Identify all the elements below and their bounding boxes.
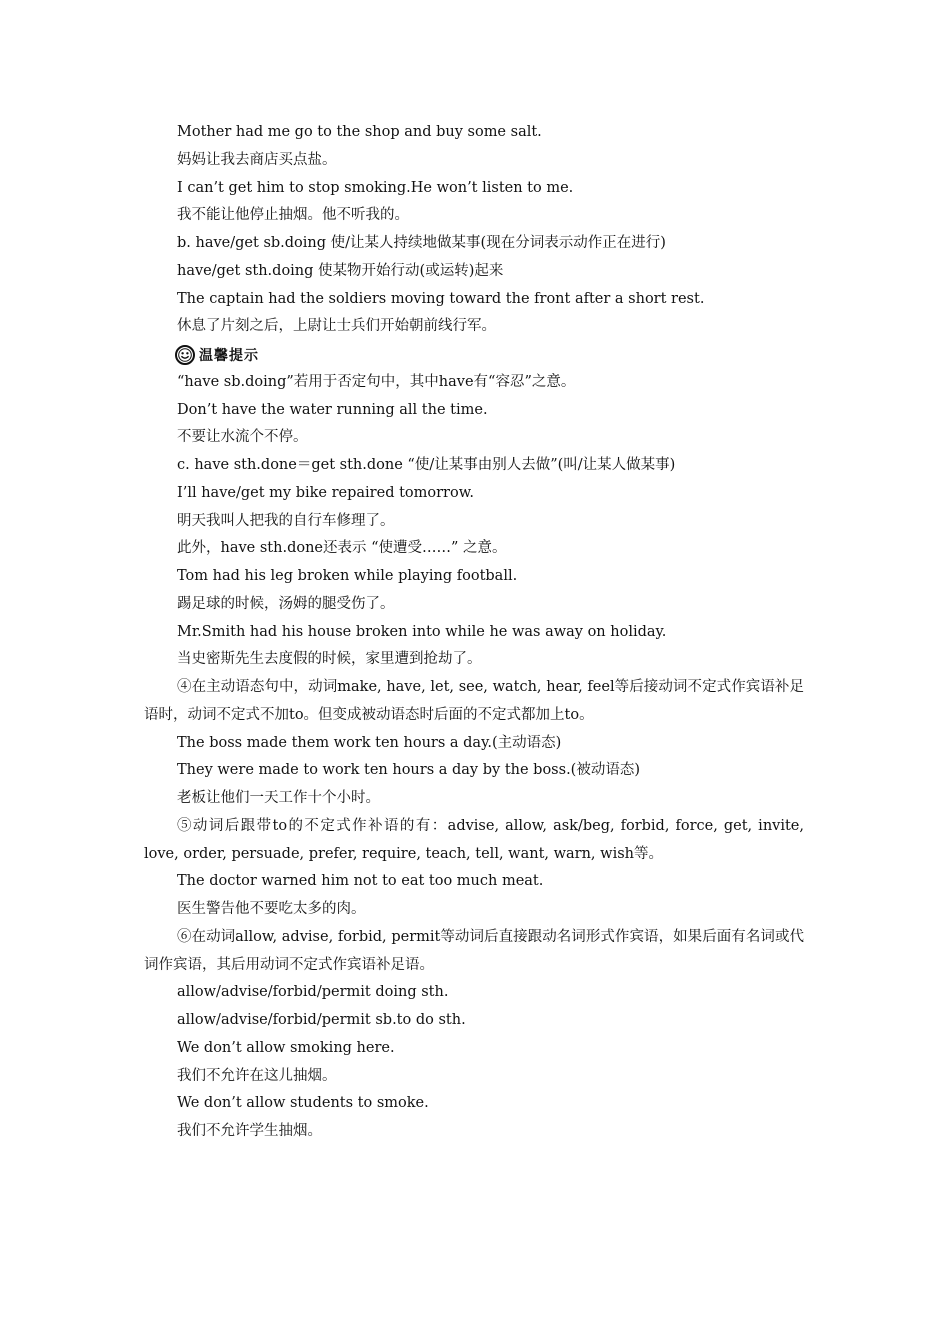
translation: 不要让水流个不停。	[177, 429, 308, 446]
translation: 我们不允许在这儿抽烟。	[177, 1067, 337, 1084]
translation: 妈妈让我去商店买点盐。	[177, 151, 337, 168]
example-sentence: Tom had his leg broken while playing football.	[177, 568, 518, 584]
tip-text: “have sb.doing”若用于否定句中，其中have有“容忍”之意。	[177, 373, 576, 390]
rule-line: allow/advise/forbid/permit doing sth.	[177, 984, 449, 1001]
example-sentence: Mother had me go to the shop and buy some salt.	[177, 124, 542, 140]
translation: 明天我叫人把我的自行车修理了。	[177, 512, 395, 529]
rule-line: have/get sth.doing 使某物开始行动(或运转)起来	[177, 262, 504, 279]
rule-heading-c: c. have sth.done＝get sth.done “使/让某事由别人去做”(叫/让某人做某事)	[177, 457, 676, 473]
example-sentence: We don’t allow students to smoke.	[177, 1095, 429, 1112]
example-sentence: I’ll have/get my bike repaired tomorrow.	[177, 484, 475, 501]
translation: 老板让他们一天工作十个小时。	[177, 790, 380, 806]
rule-line: allow/advise/forbid/permit sb.to do sth.	[177, 1012, 466, 1028]
rule-paragraph-5: ⑤动词后跟带to的不定式作补语的有：advise, allow, ask/beg, forbid, force, get, invite, love, order, persuade, prefer, require, teach, tell, want, warn, wish等。	[144, 817, 804, 862]
rule-line: 此外，have sth.done还表示 “使遭受……” 之意。	[177, 540, 507, 557]
rule-paragraph-4: ④在主动语态句中，动词make, have, let, see, watch, hear, feel等后接动词不定式作宾语补足语时，动词不定式不加to。但变成被动语态时后面的不定式都加上to。	[144, 679, 804, 723]
translation: 医生警告他不要吃太多的肉。	[177, 901, 366, 917]
translation: 休息了片刻之后，上尉让士兵们开始朝前线行军。	[177, 318, 496, 335]
rule-paragraph-6: ⑥在动词allow, advise, forbid, permit等动词后直接跟动名词形式作宾语，如果后面有名词或代词作宾语，其后用动词不定式作宾语补足语。	[144, 928, 804, 973]
tip-title: 温馨提示	[199, 347, 259, 364]
example-sentence: The doctor warned him not to eat too much meat.	[177, 873, 544, 890]
example-sentence: Mr.Smith had his house broken into while he was away on holiday.	[177, 623, 667, 640]
example-sentence: The boss made them work ten hours a day.(主动语态)	[177, 734, 562, 751]
example-sentence: I can’t get him to stop smoking.He won’t listen to me.	[177, 179, 574, 196]
example-sentence: They were made to work ten hours a day by the boss.(被动语态)	[177, 762, 640, 779]
smiley-icon	[175, 345, 195, 365]
document-body	[144, 119, 804, 1146]
example-sentence: The captain had the soldiers moving toward the front after a short rest.	[177, 290, 705, 307]
example-sentence: Don’t have the water running all the time.	[177, 401, 488, 418]
translation: 踢足球的时候，汤姆的腿受伤了。	[177, 595, 395, 612]
translation: 我们不允许学生抽烟。	[177, 1123, 322, 1139]
tip-heading	[144, 341, 804, 369]
rule-heading-b: b. have/get sb.doing 使/让某人持续地做某事(现在分词表示动作正在进行)	[177, 235, 666, 251]
translation: 当史密斯先生去度假的时候，家里遭到抢劫了。	[177, 651, 482, 668]
translation: 我不能让他停止抽烟。他不听我的。	[177, 207, 409, 224]
example-sentence: We don’t allow smoking here.	[177, 1039, 395, 1056]
